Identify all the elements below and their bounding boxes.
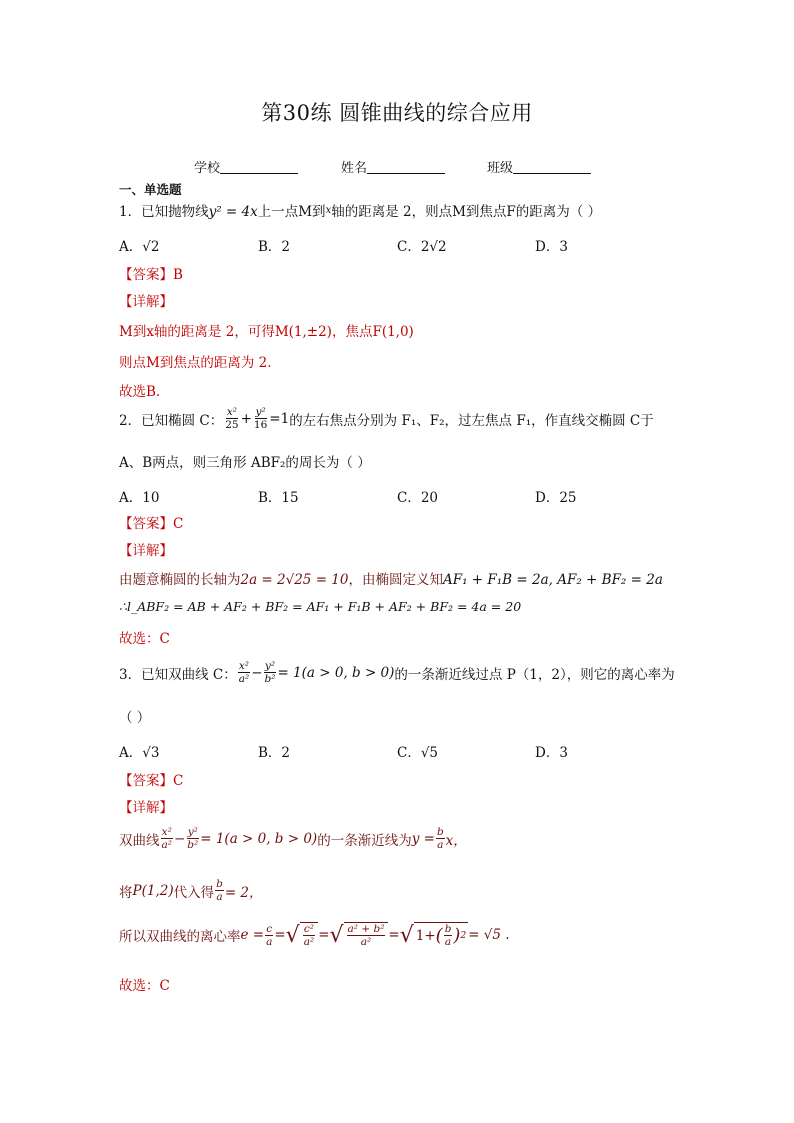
q2-frac-y: $\frac{\text{y²}}{16}$ (253, 406, 268, 431)
q3-option-b: B．2 (258, 745, 291, 761)
q3-d2-rest: 代入得 (173, 884, 215, 901)
q3-condition: = 1(a > 0, b > 0) (277, 664, 395, 681)
q2-prefix: 2．已知椭圆 C： (119, 412, 224, 429)
q2-d1-eq: 2a = 2√25 = 10 (240, 572, 349, 588)
class-field (487, 157, 591, 176)
school-blank (220, 160, 298, 174)
q3-option-d: D．3 (535, 745, 568, 761)
q3-stem-line1: 3．已知双曲线 C： $\frac{\text{x²}}{\text{a²}}$ − $\frac{\text{y²}}{\text{b²}}$ = 1(a > 0, b > 0) 的一条渐近线过点 P（1，2），则它的离心率为 (119, 660, 675, 685)
q1-detail-3: 故选B. (119, 384, 161, 400)
q2-detail-1 (119, 568, 663, 588)
q3-d3-sqrt2: √ $\frac{\text{a² + b²}}{\text{a²}}$ (330, 922, 389, 948)
q1-answer (119, 263, 183, 283)
q2-option-b: B．15 (258, 490, 299, 506)
q3-d1-text: 双曲线 (119, 832, 160, 849)
q3-d1-rest: 的一条渐近线为 (317, 832, 412, 849)
q1-equation: y² = 4x (208, 204, 258, 220)
q2-detail-2: ∴l_ABF₂ = AB + AF₂ + BF₂ = AF₁ + F₁B + AF₂ + BF₂ = 4a = 20 (119, 599, 522, 614)
q3-answer (119, 769, 183, 789)
q3-frac-x: $\frac{\text{x²}}{\text{a²}}$ (238, 660, 250, 685)
q2-d1-text2: ，由椭圆定义知 (348, 572, 443, 588)
q3-d3-end: = √5 . (468, 927, 510, 943)
q1-x: x (325, 205, 332, 216)
q1-detail-label: 【详解】 (119, 294, 173, 310)
name-blank (367, 160, 445, 174)
q3-d1-cond: = 1(a > 0, b > 0) (200, 830, 318, 847)
q2-answer (119, 512, 183, 532)
q1-prefix: 1．已知抛物线 (119, 204, 209, 220)
q3-answer-value: C (173, 773, 184, 789)
q3-detail-1: 双曲线 $\frac{\text{x²}}{\text{a²}}$ − $\frac{\text{y²}}{\text{b²}}$ = 1(a > 0, b > 0) 的一条渐近线为 y = $\frac{b}{a}$ x， (119, 826, 467, 851)
q3-paren: （ ） (119, 710, 151, 726)
q2-stem-line2: A、B两点，则三角形 ABF₂的周长为（ ） (119, 455, 371, 471)
q3-d1-frac-y: $\frac{\text{y²}}{\text{b²}}$ (187, 826, 199, 851)
q2-stem-line1: 2．已知椭圆 C： $\frac{\text{x²}}{25}$ + $\frac{\text{y²}}{16}$ =1 的左右焦点分别为 F₁、F₂，过左焦点 F₁，作直线交椭圆 C于 (119, 406, 654, 431)
q1-option-a: A．√2 (119, 239, 160, 255)
q3-detail-2 (119, 878, 263, 903)
q1-detail-2: 则点M到焦点的距离为 2. (119, 355, 272, 371)
name-label: 姓名 (341, 161, 368, 176)
q1-option-b: B．2 (258, 239, 291, 255)
q3-frac-y: $\frac{\text{y²}}{\text{b²}}$ (264, 660, 276, 685)
q2-rest: 的左右焦点分别为 F₁、F₂，过左焦点 F₁，作直线交椭圆 C于 (289, 412, 654, 429)
answer-label: 【答案】 (119, 516, 173, 532)
q3-detail-4: 故选：C (119, 978, 170, 994)
school-field (194, 157, 298, 176)
q3-option-c: C．√5 (397, 745, 439, 761)
q3-prefix: 3．已知双曲线 C： (119, 666, 237, 683)
q3-option-a: A．√3 (119, 745, 160, 761)
answer-label: 【答案】 (119, 267, 173, 283)
section-heading: 一、单选题 (119, 182, 182, 197)
q1-option-d: D．3 (535, 239, 568, 255)
q2-option-a: A．10 (119, 490, 160, 506)
name-field (341, 157, 445, 176)
q3-d1-end: x， (445, 832, 467, 849)
q3-d2-end: = 2， (224, 884, 263, 901)
q1-mid: 上一点M到 (257, 204, 326, 220)
school-label: 学校 (194, 161, 221, 176)
page-title: 第30练 圆锥曲线的综合应用 (261, 101, 533, 125)
q3-d3-text: 所以双曲线的离心率 (119, 929, 241, 945)
q3-d1-frac-x: $\frac{\text{x²}}{\text{a²}}$ (161, 826, 172, 851)
q3-d1-frac-ba: $\frac{b}{a}$ (436, 826, 444, 851)
q2-detail-3: 故选：C (119, 631, 170, 647)
q1-rest: 轴的距离是 2，则点M到焦点F的距离为（ ） (331, 204, 602, 220)
q3-detail-3: 所以双曲线的离心率 e = $\frac{c}{a}$ = √ $\frac{\text{c²}}{\text{a²}}$ = √ $\frac{\text{a² + b²}}{\text{a²}}$ = √ 1+ ( $\frac{b}{a}$ ) 2 = √5 . (119, 922, 510, 948)
q3-d2-frac: $\frac{b}{a}$ (216, 878, 223, 903)
q2-option-d: D．25 (535, 490, 577, 506)
q2-frac-x: $\frac{\text{x²}}{25}$ (225, 406, 239, 431)
q2-option-c: C．20 (397, 490, 439, 506)
class-blank (513, 160, 591, 174)
q3-d3-frac-ca: $\frac{c}{a}$ (266, 922, 273, 948)
q2-detail-label: 【详解】 (119, 543, 173, 559)
q2-d1-text: 由题意椭圆的长轴为 (119, 572, 241, 588)
q3-d3-sqrt3: √ 1+ ( $\frac{b}{a}$ ) 2 (399, 922, 467, 948)
q1-detail-1: M到x轴的距离是 2，可得M(1,±2)，焦点F(1,0) (119, 324, 414, 340)
q2-d1-eq2: AF₁ + F₁B = 2a, AF₂ + BF₂ = 2a (442, 572, 663, 588)
class-label: 班级 (487, 161, 514, 176)
q1-answer-value: B (173, 267, 183, 283)
q3-d3-sqrt1: √ $\frac{\text{c²}}{\text{a²}}$ (286, 922, 319, 948)
q3-d2-text: 将 (119, 884, 133, 901)
answer-label: 【答案】 (119, 773, 173, 789)
q3-rest: 的一条渐近线过点 P（1，2），则它的离心率为 (394, 666, 675, 683)
q3-d2-eq: P(1,2) (132, 882, 174, 899)
q2-answer-value: C (173, 516, 184, 532)
q3-detail-label: 【详解】 (119, 800, 173, 816)
q1-stem (119, 200, 601, 220)
q1-option-c: C．2√2 (397, 239, 447, 255)
